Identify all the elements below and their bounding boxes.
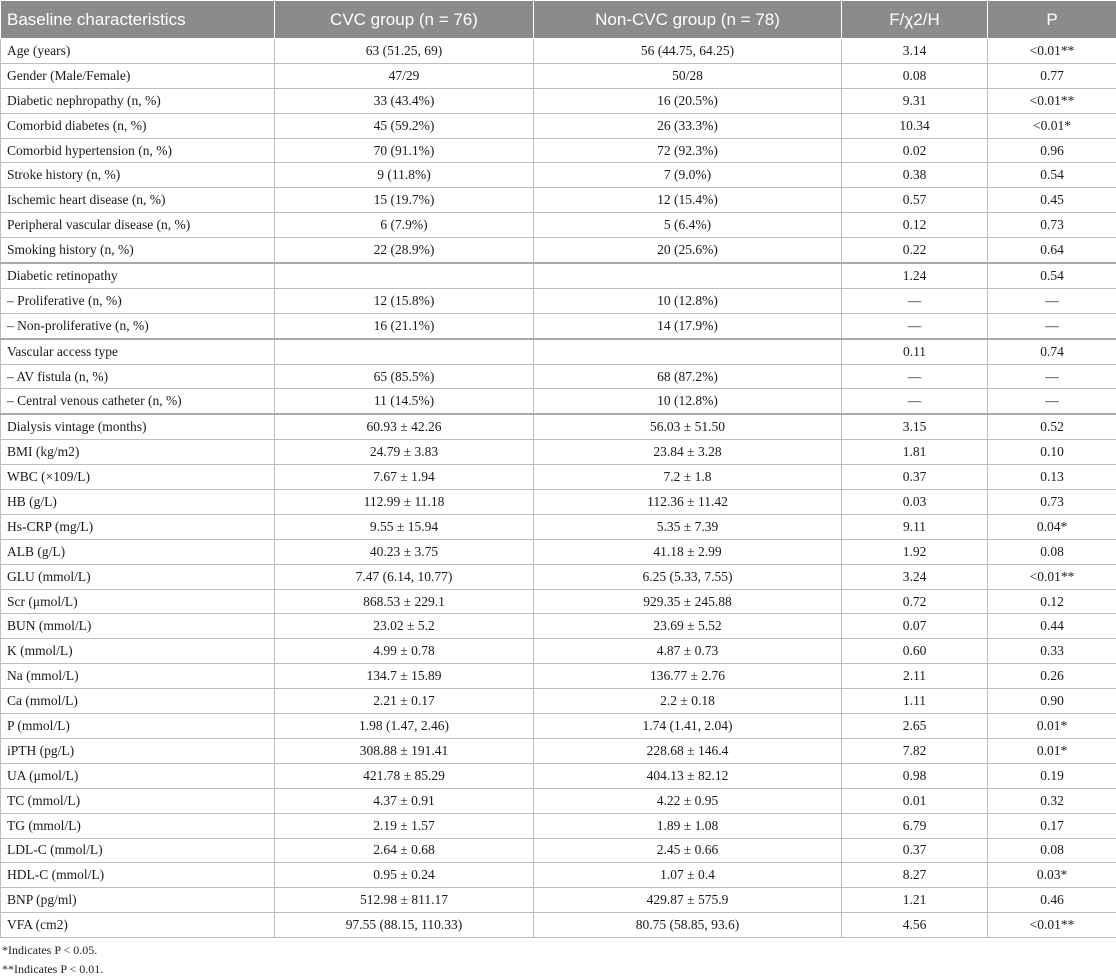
table-cell: BUN (mmol/L): [1, 614, 275, 639]
table-cell: 1.92: [842, 539, 988, 564]
table-cell: 60.93 ± 42.26: [275, 414, 534, 439]
table-cell: 1.07 ± 0.4: [534, 863, 842, 888]
table-cell: 1.11: [842, 689, 988, 714]
table-cell: 112.99 ± 11.18: [275, 490, 534, 515]
table-cell: 4.22 ± 0.95: [534, 788, 842, 813]
table-cell: 2.65: [842, 714, 988, 739]
table-cell: 47/29: [275, 63, 534, 88]
table-cell: 14 (17.9%): [534, 313, 842, 338]
table-cell: 1.81: [842, 440, 988, 465]
table-cell: 228.68 ± 146.4: [534, 738, 842, 763]
table-cell: Gender (Male/Female): [1, 63, 275, 88]
table-row: [1, 490, 1116, 515]
table-cell: 2.21 ± 0.17: [275, 689, 534, 714]
table-row: [1, 838, 1116, 863]
table-cell: 2.45 ± 0.66: [534, 838, 842, 863]
table-cell: 0.45: [988, 188, 1116, 213]
table-cell: 0.22: [842, 238, 988, 263]
table-cell: 10 (12.8%): [534, 389, 842, 414]
table-header: [1, 1, 1116, 39]
table-cell: UA (μmol/L): [1, 763, 275, 788]
table-row: [1, 714, 1116, 739]
table-row: [1, 664, 1116, 689]
table-cell: 4.37 ± 0.91: [275, 788, 534, 813]
table-cell: 1.89 ± 1.08: [534, 813, 842, 838]
table-row: [1, 539, 1116, 564]
table-cell: 0.32: [988, 788, 1116, 813]
table-cell: 9 (11.8%): [275, 163, 534, 188]
table-cell: 70 (91.1%): [275, 138, 534, 163]
table-row: [1, 589, 1116, 614]
table-cell: 429.87 ± 575.9: [534, 888, 842, 913]
table-cell: 16 (20.5%): [534, 88, 842, 113]
table-cell: 68 (87.2%): [534, 364, 842, 389]
table-cell: Smoking history (n, %): [1, 238, 275, 263]
table-cell: 5.35 ± 7.39: [534, 514, 842, 539]
table-cell: 23.84 ± 3.28: [534, 440, 842, 465]
table-cell: 0.52: [988, 414, 1116, 439]
table-cell: 2.11: [842, 664, 988, 689]
table-cell: 0.98: [842, 763, 988, 788]
table-cell: 868.53 ± 229.1: [275, 589, 534, 614]
table-cell: BNP (pg/ml): [1, 888, 275, 913]
table-cell: 0.11: [842, 339, 988, 364]
table-cell: 50/28: [534, 63, 842, 88]
table-cell: <0.01**: [988, 88, 1116, 113]
table-cell: 63 (51.25, 69): [275, 39, 534, 64]
table-cell: Dialysis vintage (months): [1, 414, 275, 439]
table-cell: 0.26: [988, 664, 1116, 689]
table-cell: Scr (μmol/L): [1, 589, 275, 614]
table-cell: 0.01: [842, 788, 988, 813]
table-cell: 0.44: [988, 614, 1116, 639]
table-cell: 20 (25.6%): [534, 238, 842, 263]
table-row: [1, 888, 1116, 913]
table-row: [1, 788, 1116, 813]
table-cell: 3.15: [842, 414, 988, 439]
table-cell: Ca (mmol/L): [1, 689, 275, 714]
table-cell: TG (mmol/L): [1, 813, 275, 838]
table-cell: 0.08: [842, 63, 988, 88]
table-cell: 0.38: [842, 163, 988, 188]
table-cell: ALB (g/L): [1, 539, 275, 564]
table-row: [1, 414, 1116, 439]
table-cell: [275, 263, 534, 288]
table-cell: 3.14: [842, 39, 988, 64]
header-cell: P: [988, 1, 1116, 39]
table-cell: HDL-C (mmol/L): [1, 863, 275, 888]
table-cell: 33 (43.4%): [275, 88, 534, 113]
table-row: [1, 813, 1116, 838]
table-cell: 2.64 ± 0.68: [275, 838, 534, 863]
table-cell: —: [842, 364, 988, 389]
table-cell: 0.73: [988, 490, 1116, 515]
table-cell: – Non-proliferative (n, %): [1, 313, 275, 338]
table-cell: Diabetic nephropathy (n, %): [1, 88, 275, 113]
table-row: [1, 339, 1116, 364]
table-cell: 10.34: [842, 113, 988, 138]
table-cell: —: [988, 288, 1116, 313]
table-cell: 0.57: [842, 188, 988, 213]
table-cell: 10 (12.8%): [534, 288, 842, 313]
table-cell: 22 (28.9%): [275, 238, 534, 263]
table-cell: 1.21: [842, 888, 988, 913]
table-cell: 7 (9.0%): [534, 163, 842, 188]
header-cell: CVC group (n = 76): [275, 1, 534, 39]
table-row: [1, 763, 1116, 788]
table-cell: 7.47 (6.14, 10.77): [275, 564, 534, 589]
table-cell: P (mmol/L): [1, 714, 275, 739]
table-row: [1, 39, 1116, 64]
table-cell: 0.08: [988, 838, 1116, 863]
table-cell: 0.03: [842, 490, 988, 515]
footnote: *Indicates P < 0.05.: [2, 941, 103, 960]
table-cell: 512.98 ± 811.17: [275, 888, 534, 913]
table-cell: Comorbid hypertension (n, %): [1, 138, 275, 163]
table-cell: Na (mmol/L): [1, 664, 275, 689]
table-cell: 0.54: [988, 263, 1116, 288]
table-cell: 12 (15.8%): [275, 288, 534, 313]
table-cell: 3.24: [842, 564, 988, 589]
table-cell: 0.01*: [988, 714, 1116, 739]
table-cell: 9.55 ± 15.94: [275, 514, 534, 539]
table-cell: 9.31: [842, 88, 988, 113]
table-cell: 4.87 ± 0.73: [534, 639, 842, 664]
table-cell: 0.77: [988, 63, 1116, 88]
table-row: [1, 639, 1116, 664]
table-cell: 8.27: [842, 863, 988, 888]
table-cell: 26 (33.3%): [534, 113, 842, 138]
table-row: [1, 188, 1116, 213]
table-cell: 0.73: [988, 213, 1116, 238]
table-cell: 0.37: [842, 465, 988, 490]
table-cell: 0.17: [988, 813, 1116, 838]
table-row: [1, 63, 1116, 88]
table-cell: 24.79 ± 3.83: [275, 440, 534, 465]
table-cell: 0.95 ± 0.24: [275, 863, 534, 888]
table-cell: —: [988, 313, 1116, 338]
table-cell: 56 (44.75, 64.25): [534, 39, 842, 64]
table-row: [1, 738, 1116, 763]
table-cell: 7.2 ± 1.8: [534, 465, 842, 490]
table-cell: 0.03*: [988, 863, 1116, 888]
table-cell: 0.13: [988, 465, 1116, 490]
table-cell: 308.88 ± 191.41: [275, 738, 534, 763]
table-cell: BMI (kg/m2): [1, 440, 275, 465]
table-cell: 421.78 ± 85.29: [275, 763, 534, 788]
table-cell: 0.10: [988, 440, 1116, 465]
table-cell: iPTH (pg/L): [1, 738, 275, 763]
table-cell: – AV fistula (n, %): [1, 364, 275, 389]
table-cell: – Proliferative (n, %): [1, 288, 275, 313]
table-row: [1, 514, 1116, 539]
table-cell: 6.79: [842, 813, 988, 838]
table-cell: Diabetic retinopathy: [1, 263, 275, 288]
table-cell: 6 (7.9%): [275, 213, 534, 238]
table-cell: Comorbid diabetes (n, %): [1, 113, 275, 138]
table-cell: <0.01**: [988, 39, 1116, 64]
table-row: [1, 88, 1116, 113]
table-cell: 0.12: [842, 213, 988, 238]
footnote: **Indicates P < 0.01.: [2, 960, 103, 979]
table-cell: —: [842, 389, 988, 414]
table-cell: 72 (92.3%): [534, 138, 842, 163]
table-cell: [534, 339, 842, 364]
table-cell: 0.02: [842, 138, 988, 163]
table-cell: 65 (85.5%): [275, 364, 534, 389]
table-cell: 7.82: [842, 738, 988, 763]
table-cell: 112.36 ± 11.42: [534, 490, 842, 515]
table-cell: 0.07: [842, 614, 988, 639]
table-cell: 404.13 ± 82.12: [534, 763, 842, 788]
table-cell: 0.96: [988, 138, 1116, 163]
table-cell: Peripheral vascular disease (n, %): [1, 213, 275, 238]
table-cell: K (mmol/L): [1, 639, 275, 664]
table-cell: 6.25 (5.33, 7.55): [534, 564, 842, 589]
table-cell: HB (g/L): [1, 490, 275, 515]
table-row: [1, 238, 1116, 263]
table-cell: 41.18 ± 2.99: [534, 539, 842, 564]
table-cell: 136.77 ± 2.76: [534, 664, 842, 689]
table-cell: 1.24: [842, 263, 988, 288]
table-cell: 4.99 ± 0.78: [275, 639, 534, 664]
table-cell: 1.98 (1.47, 2.46): [275, 714, 534, 739]
table-cell: 0.37: [842, 838, 988, 863]
table-row: [1, 113, 1116, 138]
table-cell: 0.72: [842, 589, 988, 614]
table-cell: 0.12: [988, 589, 1116, 614]
table-cell: Age (years): [1, 39, 275, 64]
footnotes: [2, 941, 103, 979]
table-cell: 23.02 ± 5.2: [275, 614, 534, 639]
table-cell: 0.19: [988, 763, 1116, 788]
table-cell: GLU (mmol/L): [1, 564, 275, 589]
table-cell: 2.2 ± 0.18: [534, 689, 842, 714]
table-cell: TC (mmol/L): [1, 788, 275, 813]
table-row: [1, 288, 1116, 313]
table-cell: 40.23 ± 3.75: [275, 539, 534, 564]
table-cell: 9.11: [842, 514, 988, 539]
table-cell: 1.74 (1.41, 2.04): [534, 714, 842, 739]
table-cell: 12 (15.4%): [534, 188, 842, 213]
table-cell: 134.7 ± 15.89: [275, 664, 534, 689]
table-row: [1, 913, 1116, 938]
table-cell: 0.54: [988, 163, 1116, 188]
table-cell: – Central venous catheter (n, %): [1, 389, 275, 414]
table-row: [1, 614, 1116, 639]
table-cell: Stroke history (n, %): [1, 163, 275, 188]
table-cell: 0.46: [988, 888, 1116, 913]
table-cell: VFA (cm2): [1, 913, 275, 938]
table-cell: —: [842, 313, 988, 338]
table-cell: 11 (14.5%): [275, 389, 534, 414]
table-cell: 4.56: [842, 913, 988, 938]
table-row: [1, 138, 1116, 163]
table-cell: 0.08: [988, 539, 1116, 564]
table-row: [1, 389, 1116, 414]
table-cell: 929.35 ± 245.88: [534, 589, 842, 614]
table-cell: 0.64: [988, 238, 1116, 263]
table-row: [1, 313, 1116, 338]
table-cell: WBC (×109/L): [1, 465, 275, 490]
table-cell: <0.01*: [988, 113, 1116, 138]
table-row: [1, 689, 1116, 714]
table-cell: 80.75 (58.85, 93.6): [534, 913, 842, 938]
table-cell: Ischemic heart disease (n, %): [1, 188, 275, 213]
table-row: [1, 163, 1116, 188]
table-row: [1, 213, 1116, 238]
table-cell: 2.19 ± 1.57: [275, 813, 534, 838]
table-cell: —: [842, 288, 988, 313]
table-cell: 0.33: [988, 639, 1116, 664]
table-cell: [534, 263, 842, 288]
table-cell: <0.01**: [988, 564, 1116, 589]
table-cell: Hs-CRP (mg/L): [1, 514, 275, 539]
table-cell: 7.67 ± 1.94: [275, 465, 534, 490]
table-cell: <0.01**: [988, 913, 1116, 938]
table-row: [1, 863, 1116, 888]
table-row: [1, 263, 1116, 288]
table-cell: 56.03 ± 51.50: [534, 414, 842, 439]
table-cell: 5 (6.4%): [534, 213, 842, 238]
table-cell: 16 (21.1%): [275, 313, 534, 338]
table-cell: 97.55 (88.15, 110.33): [275, 913, 534, 938]
table-cell: 0.74: [988, 339, 1116, 364]
table-cell: 0.01*: [988, 738, 1116, 763]
table-cell: 15 (19.7%): [275, 188, 534, 213]
table-row: [1, 564, 1116, 589]
table-cell: 45 (59.2%): [275, 113, 534, 138]
header-cell: F/χ2/H: [842, 1, 988, 39]
table-cell: 0.90: [988, 689, 1116, 714]
table-cell: LDL-C (mmol/L): [1, 838, 275, 863]
table-cell: 0.60: [842, 639, 988, 664]
table-cell: [275, 339, 534, 364]
header-cell: Non-CVC group (n = 78): [534, 1, 842, 39]
table-body: [1, 39, 1116, 938]
table-cell: 23.69 ± 5.52: [534, 614, 842, 639]
table-cell: —: [988, 389, 1116, 414]
table-cell: Vascular access type: [1, 339, 275, 364]
table-cell: 0.04*: [988, 514, 1116, 539]
table-cell: —: [988, 364, 1116, 389]
table-row: [1, 364, 1116, 389]
table-row: [1, 465, 1116, 490]
table-row: [1, 440, 1116, 465]
header-cell: Baseline characteristics: [1, 1, 275, 39]
